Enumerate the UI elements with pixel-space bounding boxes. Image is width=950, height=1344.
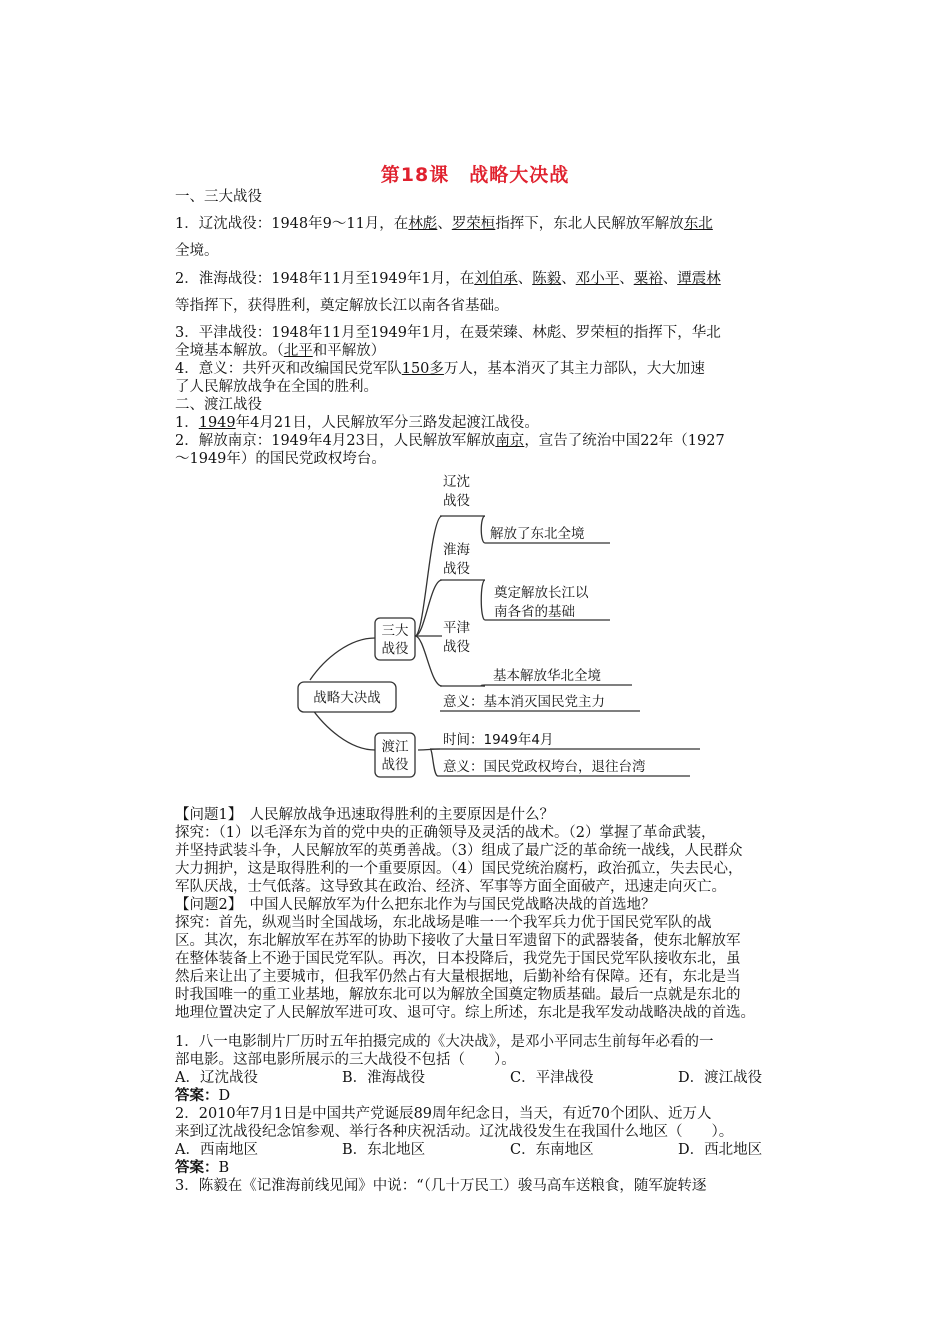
text: 2．淮海战役：1948年11月至1949年1月，在 [175,271,475,287]
answer-value: D [218,1088,231,1104]
option: A．西南地区 [175,1142,258,1158]
answer-line: 然后来让出了主要城市，但我军仍然占有大量根据地，后勤补给有保障。还有，东北是当 [175,969,741,985]
section-heading: 一、三大战役 [175,189,262,205]
answer-line [175,1159,229,1177]
root-label: 战略大决战 [313,690,381,706]
paragraph-line [175,215,713,233]
section-heading: 二、渡江战役 [175,397,262,413]
underlined-answer: 1949 [198,415,236,431]
exercise-line: 3．陈毅在《记淮海前线见闻》中说：“（几十万民工）骏马高车送粮食，随军旋转逐 [175,1178,707,1194]
paragraph-line: 全境。 [175,243,219,259]
option: C．平津战役 [510,1070,594,1086]
text: 全境基本解放。（ [175,343,284,359]
answer-line: 军队厌战，士气低落。这导致其在政治、经济、军事等方面全面破产，迅速走向灭亡。 [175,879,726,895]
paragraph-line [175,414,539,432]
answer-line: 地理位置决定了人民解放军进可攻、退可守。综上所述，东北是我军发动战略决战的首选。 [175,1005,755,1021]
question-text: 人民解放战争迅速取得胜利的主要原因是什么？ [249,807,554,823]
question-text: 中国人民解放军为什么把东北作为与国民党战略决战的首选地？ [249,897,656,913]
underlined-answer: 刘伯承 [474,271,518,287]
underlined-answer: 谭震林 [677,271,721,287]
answer-line: 探究：（1）以毛泽东为首的党中央的正确领导及灵活的战术。（2）掌握了革命武装， [175,825,716,841]
underlined-answer: 东北 [683,216,713,232]
node-label: 战役 [443,639,470,655]
significance-label: 意义：国民党政权垮台，退往台湾 [443,759,646,775]
exercise-line: 2．2010年7月1日是中国共产党诞辰89周年纪念日，当天，有近70个团队、近万人 [175,1106,712,1122]
node-label: 辽沈 [443,474,470,490]
answer-value: B [218,1160,230,1176]
text: 1．辽沈战役：1948年9～11月，在 [175,216,409,232]
exercise-line: 来到辽沈战役纪念馆参观、举行各种庆祝活动。辽沈战役发生在我国什么地区（ ）。 [175,1124,734,1140]
exercise-line: 1．八一电影制片厂历时五年拍摄完成的《大决战》，是邓小平同志生前每年必看的一 [175,1034,714,1050]
answer-line [175,1087,230,1105]
text: 指挥下，东北人民解放军解放 [495,216,684,232]
node-label: 战役 [443,561,470,577]
paragraph-line [175,270,721,288]
text: 和平解放） [312,343,386,359]
mind-map-diagram [290,468,700,788]
underlined-answer: 粟裕 [633,271,663,287]
text: 年4月21日，人民解放军分三路发起渡江战役。 [235,415,539,431]
paragraph-line: 3．平津战役：1948年11月至1949年1月，在聂荣臻、林彪、罗荣桓的指挥下，华北 [175,325,721,341]
option: D．西北地区 [678,1142,763,1158]
answer-line: 并坚持武装斗争，人民解放军的英勇善战。（3）组成了最广泛的革命统一战线，人民群众 [175,843,743,859]
significance-label: 意义：基本消灭国民党主力 [443,694,605,710]
option: A．辽沈战役 [175,1070,258,1086]
time-label: 时间：1949年4月 [443,732,554,748]
underlined-answer: 南京 [495,433,525,449]
underlined-answer: 北平 [283,343,313,359]
answer-line: 时我国唯一的重工业基地，解放东北可以为解放全国奠定物质基础。最后一点就是东北的 [175,987,741,1003]
branch-label: 战役 [381,757,409,773]
answer-label: 答案： [175,1159,219,1176]
text: ，宣告了统治中国22年（1927 [524,433,725,449]
paragraph-line: ～1949年）的国民党政权垮台。 [175,451,386,467]
underlined-answer: 邓小平 [575,271,620,287]
node-label: 淮海 [443,542,470,558]
option: B．东北地区 [342,1142,426,1158]
question-line [175,896,655,914]
text: 1． [175,415,199,431]
text: 、 [662,271,678,287]
paragraph-line: 等指挥下，获得胜利，奠定解放长江以南各省基础。 [175,298,509,314]
option: B．淮海战役 [342,1070,426,1086]
answer-line: 区。其次，东北解放军在苏军的协助下接收了大量日军遗留下的武器装备，使东北解放军 [175,933,741,949]
text: 、 [437,216,452,232]
result-label: 解放了东北全境 [490,526,585,542]
question-line [175,806,554,824]
option: D．渡江战役 [678,1070,763,1086]
page-title: 第18课 战略大决战 [380,164,570,186]
result-label: 南各省的基础 [494,604,575,620]
branch-label: 三大 [381,623,409,639]
exercise-line: 部电影。这部电影所展示的三大战役不包括（ ）。 [175,1052,516,1068]
question-label: 【问题1】 [175,807,235,823]
text: 万人，基本消灭了其主力部队，大大加速 [443,361,705,377]
branch-label: 战役 [381,641,409,657]
underlined-answer: 罗荣桓 [451,216,496,232]
paragraph-line [175,432,725,450]
paragraph-line [175,360,705,378]
underlined-answer: 林彪 [408,216,438,232]
answer-label: 答案： [175,1087,219,1104]
paragraph-line [175,342,385,360]
answer-line: 探究：首先，纵观当时全国战场，东北战场是唯一一个我军兵力优于国民党军队的战 [175,915,712,931]
answer-line: 在整体装备上不逊于国民党军队。再次，日本投降后，我党先于国民党军队接收东北，虽 [175,951,741,967]
text: 、 [517,271,533,287]
branch-label: 渡江 [381,739,409,755]
node-label: 战役 [443,493,470,509]
question-label: 【问题2】 [175,897,235,913]
result-label: 基本解放华北全境 [493,668,601,684]
text: 2．解放南京：1949年4月23日，人民解放军解放 [175,433,496,449]
result-label: 奠定解放长江以 [494,585,589,601]
text: 、 [561,271,576,287]
node-label: 平津 [443,620,470,636]
underlined-answer: 150多 [401,361,444,377]
answer-line: 大力拥护，这是取得胜利的一个重要原因。（4）国民党统治腐朽，政治孤立，失去民心， [175,861,743,877]
text: 4．意义：共歼灭和改编国民党军队 [175,361,402,377]
paragraph-line: 了人民解放战争在全国的胜利。 [175,379,378,395]
underlined-answer: 陈毅 [532,271,562,287]
text: 、 [619,271,634,287]
option: C．东南地区 [510,1142,594,1158]
